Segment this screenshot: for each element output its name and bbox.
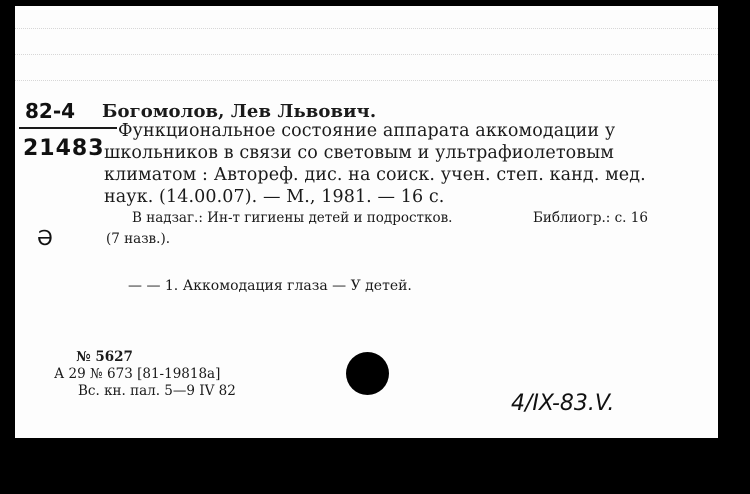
handwritten-date: 4/IX-83.V. xyxy=(511,391,615,416)
card-ruling-line xyxy=(15,28,718,29)
title-line-1: Функциональное состояние аппарата аккомодации у xyxy=(118,121,616,141)
print-info-line: Вс. кн. пал. 5—9 IV 82 xyxy=(78,383,236,399)
note-line-1: В надзаг.: Ин-т гигиены детей и подростков. xyxy=(132,210,453,226)
call-number-divider xyxy=(19,127,117,129)
accession-line: А 29 № 673 [81-19818а] xyxy=(54,366,221,382)
margin-handwritten-mark: Ә xyxy=(37,226,53,250)
punch-hole xyxy=(346,352,389,395)
title-line-3: климатом : Автореф. дис. на соиск. учен. степ. канд. мед. xyxy=(104,165,646,185)
author-heading: Богомолов, Лев Львович. xyxy=(102,101,377,122)
title-line-2: школьников в связи со световым и ультрафиолетовым xyxy=(104,143,614,163)
title-line-4: наук. (14.00.07). — М., 1981. — 16 с. xyxy=(104,187,445,207)
card-ruling-line xyxy=(15,54,718,55)
call-number-top: 82-4 xyxy=(25,99,76,123)
subject-heading: — — 1. Аккомодация глаза — У детей. xyxy=(128,278,412,294)
bibliography-note: Библиогр.: с. 16 xyxy=(533,210,648,226)
card-ruling-line xyxy=(15,80,718,81)
note-line-2: (7 назв.). xyxy=(106,231,171,247)
call-number-bottom: 21483 xyxy=(23,136,105,161)
record-number: № 5627 xyxy=(76,349,133,365)
